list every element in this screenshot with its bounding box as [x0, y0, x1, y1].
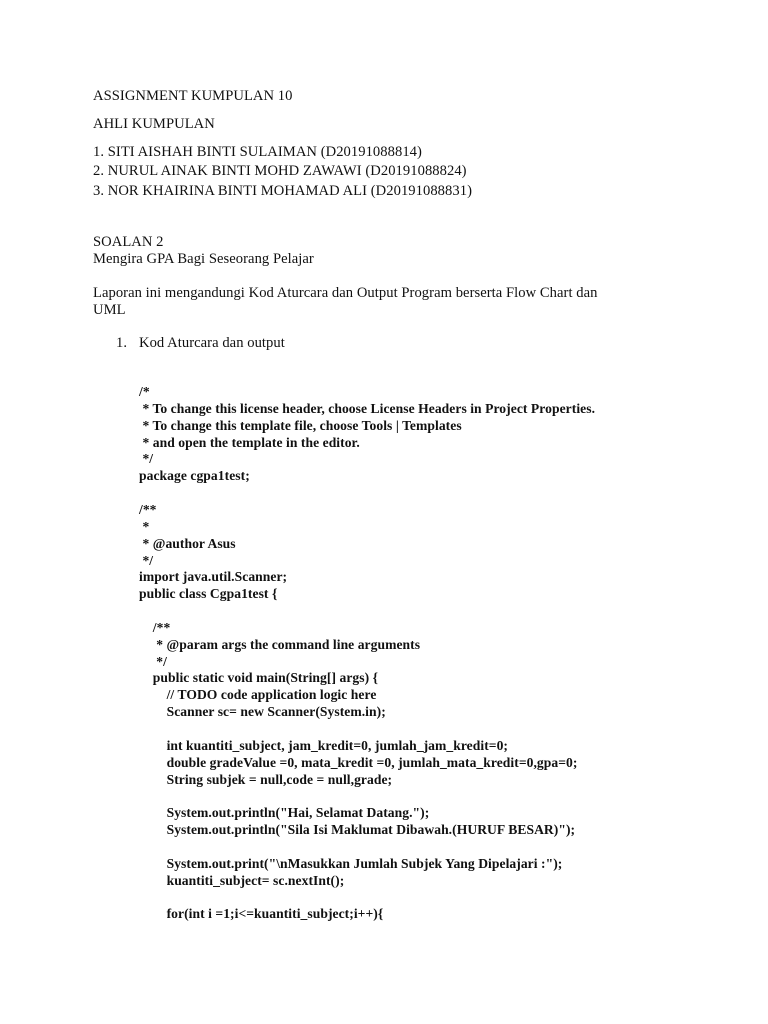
- code-line: * To change this license header, choose License Headers in Project Properties.: [139, 400, 596, 416]
- assignment-title: ASSIGNMENT KUMPULAN 10: [93, 88, 293, 104]
- code-line: */: [139, 451, 154, 467]
- code-line: */: [139, 653, 167, 669]
- members-heading: AHLI KUMPULAN: [93, 116, 215, 132]
- code-line: /**: [139, 619, 171, 635]
- member-2: 2. NURUL AINAK BINTI MOHD ZAWAWI (D20191088824): [93, 163, 467, 179]
- section-title: Kod Aturcara dan output: [139, 335, 285, 351]
- code-line: public class Cgpa1test {: [139, 586, 278, 602]
- code-line: public static void main(String[] args) {: [139, 670, 379, 686]
- code-line: */: [139, 552, 154, 568]
- report-intro-line2: UML: [93, 302, 126, 318]
- code-line: * @author Asus: [139, 535, 236, 551]
- code-line: int kuantiti_subject, jam_kredit=0, jumlah_jam_kredit=0;: [139, 737, 508, 753]
- question-title: Mengira GPA Bagi Seseorang Pelajar: [93, 251, 314, 267]
- section-number: 1.: [116, 335, 128, 351]
- member-1: 1. SITI AISHAH BINTI SULAIMAN (D20191088814): [93, 144, 422, 160]
- code-line: String subjek = null,code = null,grade;: [139, 771, 393, 787]
- code-line: /*: [139, 384, 150, 399]
- code-line: *: [139, 518, 150, 534]
- code-line: import java.util.Scanner;: [139, 569, 288, 585]
- code-line: package cgpa1test;: [139, 468, 250, 484]
- code-line: * @param args the command line arguments: [139, 636, 421, 652]
- code-line: * To change this template file, choose Tools | Templates: [139, 417, 462, 433]
- member-3: 3. NOR KHAIRINA BINTI MOHAMAD ALI (D20191088831): [93, 183, 472, 199]
- question-label: SOALAN 2: [93, 234, 164, 250]
- code-line: System.out.print("\nMasukkan Jumlah Subjek Yang Dipelajari :");: [139, 855, 563, 871]
- code-line: System.out.println("Sila Isi Maklumat Dibawah.(HURUF BESAR)");: [139, 822, 576, 838]
- code-line: double gradeValue =0, mata_kredit =0, jumlah_mata_kredit=0,gpa=0;: [139, 754, 578, 770]
- report-intro-line1: Laporan ini mengandungi Kod Aturcara dan Output Program berserta Flow Chart dan: [93, 285, 598, 301]
- code-line: Scanner sc= new Scanner(System.in);: [139, 704, 386, 720]
- code-line: // TODO code application logic here: [139, 687, 377, 703]
- code-line: /**: [139, 501, 157, 517]
- code-line: for(int i =1;i<=kuantiti_subject;i++){: [139, 906, 384, 922]
- code-line: * and open the template in the editor.: [139, 434, 360, 450]
- code-line: System.out.println("Hai, Selamat Datang.");: [139, 805, 430, 821]
- code-line: kuantiti_subject= sc.nextInt();: [139, 872, 345, 888]
